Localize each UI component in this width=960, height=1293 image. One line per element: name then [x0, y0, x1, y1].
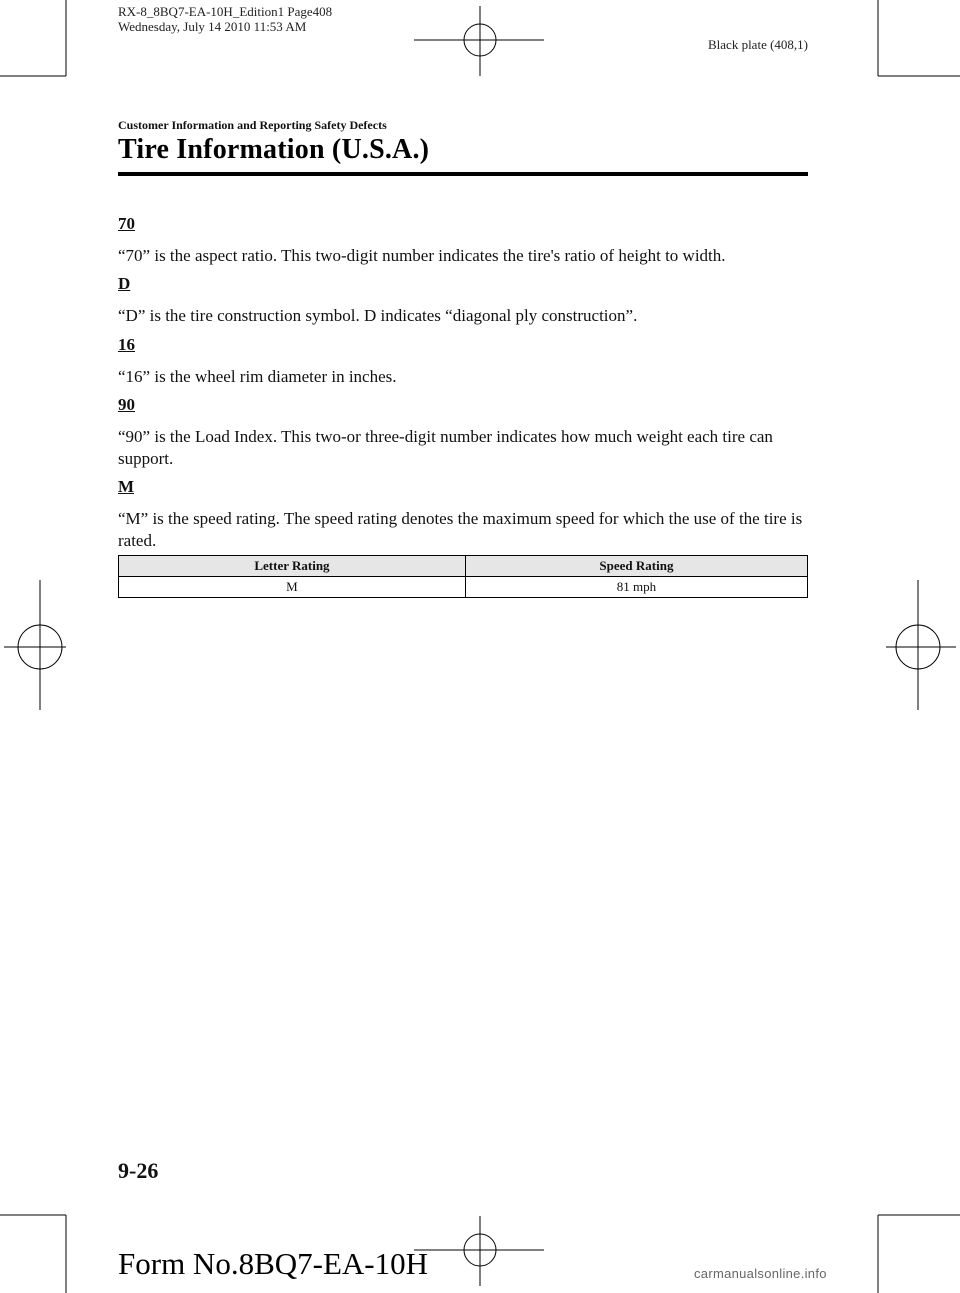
- speed-rating-table-wrap: [118, 555, 808, 598]
- entry-description: “D” is the tire construction symbol. D indicates “diagonal ply construction”.: [118, 306, 638, 325]
- entry-term: 90: [118, 395, 135, 414]
- entry-m: [118, 476, 808, 552]
- speed-rating-table: [118, 555, 808, 598]
- col-header-speed-rating: Speed Rating: [465, 556, 807, 577]
- table-row: [119, 577, 808, 598]
- print-slug: [118, 4, 332, 34]
- entry-term: 16: [118, 335, 135, 354]
- watermark: carmanualsonline.info: [694, 1266, 827, 1281]
- entry-description: “16” is the wheel rim diameter in inches.: [118, 367, 397, 386]
- page-number: 9-26: [118, 1158, 159, 1183]
- form-number: Form No.8BQ7-EA-10H: [118, 1246, 428, 1281]
- slug-line-2: Wednesday, July 14 2010 11:53 AM: [118, 19, 307, 34]
- title-rule: [118, 172, 808, 176]
- entry-16: [118, 334, 808, 388]
- entry-term: D: [118, 274, 131, 293]
- table-cell-letter: M: [119, 577, 466, 598]
- entry-70: [118, 213, 808, 267]
- page-title: Tire Information (U.S.A.): [118, 134, 430, 165]
- entry-term: 70: [118, 214, 135, 233]
- entry-d: [118, 273, 808, 327]
- entry-description: “70” is the aspect ratio. This two-digit number indicates the tire's ratio of height to width.: [118, 246, 726, 265]
- entry-term: M: [118, 477, 135, 496]
- table-header-row: [119, 556, 808, 577]
- col-header-letter-rating: Letter Rating: [119, 556, 466, 577]
- entry-90: [118, 394, 808, 470]
- slug-line-1: RX-8_8BQ7-EA-10H_Edition1 Page408: [118, 4, 333, 19]
- section-label: Customer Information and Reporting Safety Defects: [118, 118, 387, 132]
- entry-description: “M” is the speed rating. The speed rating denotes the maximum speed for which the use of the tire is rated.: [118, 509, 803, 550]
- plate-label: Black plate (408,1): [708, 37, 808, 52]
- entry-description: “90” is the Load Index. This two-or three-digit number indicates how much weight each tire can support.: [118, 427, 773, 468]
- table-cell-speed: 81 mph: [465, 577, 807, 598]
